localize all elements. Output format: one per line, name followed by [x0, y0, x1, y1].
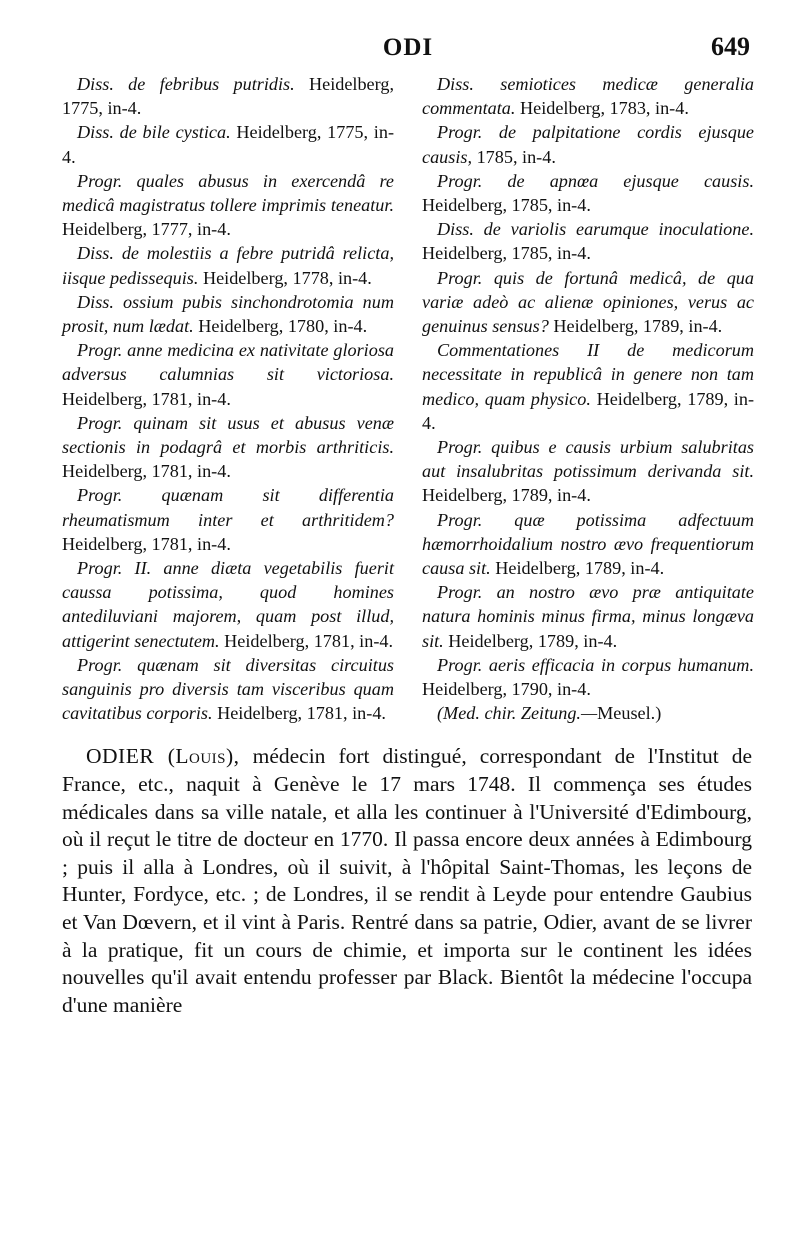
- entry-publication: Heidelberg, 1789, in-4.: [553, 316, 723, 337]
- source-note-text: (Med. chir. Zeitung.—: [437, 703, 598, 724]
- bibliography-entry: [62, 556, 394, 653]
- entry-publication: Heidelberg, 1775, in-4.: [62, 122, 395, 167]
- bibliography-entry: [62, 241, 394, 289]
- bibliography-entry: [422, 508, 754, 581]
- biography-name: ODIER (Louis),: [86, 744, 240, 769]
- entry-publication: Heidelberg, 1778, in-4.: [202, 267, 372, 288]
- bibliography-entry: [422, 435, 754, 508]
- bibliography-entry: [422, 217, 754, 265]
- bibliography-entry: [62, 169, 394, 242]
- entry-title: Diss. de bile cystica.: [77, 122, 231, 143]
- entry-title: Progr. quis de fortunâ medicâ, de qua variæ adeò ac alienæ opiniones, verus ac genuinus sensus?: [422, 267, 754, 337]
- entry-title: Progr. quibus e causis urbium salubritas aut insalubritas potissimum derivanda sit.: [422, 437, 754, 482]
- entry-publication: Heidelberg, 1785, in-4.: [422, 243, 591, 264]
- bibliography-entry: [62, 120, 394, 168]
- entry-title: Diss. de variolis earumque inoculatione.: [437, 219, 754, 240]
- entry-title: Diss. de molestiis a febre putridâ relicta, iisque pedissequis.: [62, 243, 394, 288]
- entry-title: Progr. an nostro ævo præ antiquitate natura hominis minus firma, minus longæva sit.: [422, 582, 754, 651]
- entry-publication: Heidelberg, 1789, in-4.: [422, 485, 591, 506]
- entry-publication: Heidelberg, 1781, in-4.: [62, 533, 231, 554]
- entry-publication: 1785, in-4.: [476, 146, 556, 167]
- entry-publication: Heidelberg, 1777, in-4.: [62, 219, 231, 240]
- bibliography-entry: [422, 120, 754, 168]
- entry-publication: Heidelberg, 1781, in-4.: [217, 703, 386, 724]
- bibliography-entry: [422, 338, 754, 435]
- bibliography-columns: [62, 72, 754, 725]
- page-header: [62, 30, 754, 70]
- bibliography-entry: [422, 653, 754, 701]
- entry-title: Diss. ossium pubis sinchondrotomia num prosit, num lædat.: [62, 291, 394, 337]
- bibliography-entry: [422, 169, 754, 217]
- bibliography-entry: [62, 338, 394, 411]
- entry-publication: Heidelberg, 1780, in-4.: [198, 316, 368, 337]
- entry-publication: Heidelberg, 1789, in-4.: [422, 388, 755, 433]
- entry-title: Progr. quæ potissima adfectuum hæmorrhoidalium nostro ævo frequentiorum causa sit.: [422, 509, 754, 579]
- right-column: [422, 72, 754, 725]
- source-note-author: Meusel.): [597, 703, 662, 724]
- entry-title: Progr. quinam sit usus et abusus venæ sectionis in podagrâ et morbis arthriticis.: [62, 412, 394, 458]
- entry-publication: Heidelberg, 1783, in-4.: [520, 98, 689, 119]
- entry-publication: Heidelberg, 1781, in-4.: [62, 388, 231, 409]
- bibliography-entry: [62, 483, 394, 556]
- biography-text: médecin fort distingué, correspondant de l'Institut de France, etc., naquit à Genève le 17 mars 1748. Il commença ses études médicales dans sa ville natale, et alla les continuer à l'Université d'Edimbourg, où il reçut le titre de docteur en 1770. Il passa encore deux années à Edimbourg ; puis il alla à Londres, où il suivit, à l'hôpital Saint-Thomas, les leçons de Hunter, Fordyce, etc. ; de Londres, il se rendit à Leyde pour entendre Gaubius et Van Dœvern, et il vint à Paris. Rentré dans sa patrie, Odier, avant de se livrer à la pratique, fit un cours de chimie, et importa sur le continent les idées nouvelles qu'il avait entendu professer par Black. Bientôt la médecine l'occupa d'une manière: [62, 744, 752, 1017]
- entry-publication: Heidelberg, 1775, in-4.: [62, 74, 394, 119]
- bibliography-entry: [62, 653, 394, 726]
- bibliography-entry: [422, 266, 754, 339]
- entry-title: Progr. anne medicina ex nativitate gloriosa adversus calumnias sit victoriosa.: [62, 340, 394, 385]
- bibliography-entry: [62, 72, 394, 120]
- running-head: ODI: [382, 34, 434, 61]
- entry-publication: Heidelberg, 1790, in-4.: [422, 679, 591, 700]
- entry-publication: Heidelberg, 1789, in-4.: [495, 558, 665, 579]
- entry-title: Commentationes II de medicorum necessitate in republicâ in genere non tam medico, quam physico.: [422, 340, 754, 409]
- biography-paragraph: [62, 743, 752, 1019]
- entry-publication: Heidelberg, 1781, in-4.: [224, 630, 394, 651]
- entry-title: Progr. quænam sit differentia rheumatismum inter et arthritidem?: [62, 485, 394, 530]
- bibliography-entry: [422, 580, 754, 653]
- bibliography-entry: [422, 72, 754, 120]
- entry-publication: Heidelberg, 1781, in-4.: [62, 461, 231, 482]
- entry-title: Progr. quales abusus in exercendâ re medicâ magistratus tollere imprimis teneatur.: [62, 170, 394, 216]
- entry-title: Progr. de apnœa ejusque causis.: [437, 170, 754, 191]
- entry-title: Diss. de febribus putridis.: [77, 74, 295, 94]
- entry-title: Progr. quænam sit diversitas circuitus sanguinis pro diversis tam visceribus quam cavitatibus corporis.: [62, 654, 394, 724]
- entry-title: Diss. semiotices medicæ generalia commentata.: [422, 74, 754, 119]
- bibliography-entry: [62, 411, 394, 484]
- entry-title: Progr. II. anne diæta vegetabilis fuerit caussa potissima, quod homines antediluviani majorem, quam post illud, attigerint senectutem.: [62, 558, 394, 651]
- entry-publication: Heidelberg, 1785, in-4.: [422, 195, 591, 216]
- entry-title: Progr. aeris efficacia in corpus humanum.: [437, 654, 754, 675]
- entry-title: Progr. de palpitatione cordis ejusque causis,: [422, 122, 754, 167]
- bibliography-entry: [62, 290, 394, 338]
- left-column: [62, 72, 394, 725]
- entry-publication: Heidelberg, 1789, in-4.: [448, 630, 618, 651]
- page-number: 649: [711, 32, 750, 61]
- source-note: [422, 701, 754, 725]
